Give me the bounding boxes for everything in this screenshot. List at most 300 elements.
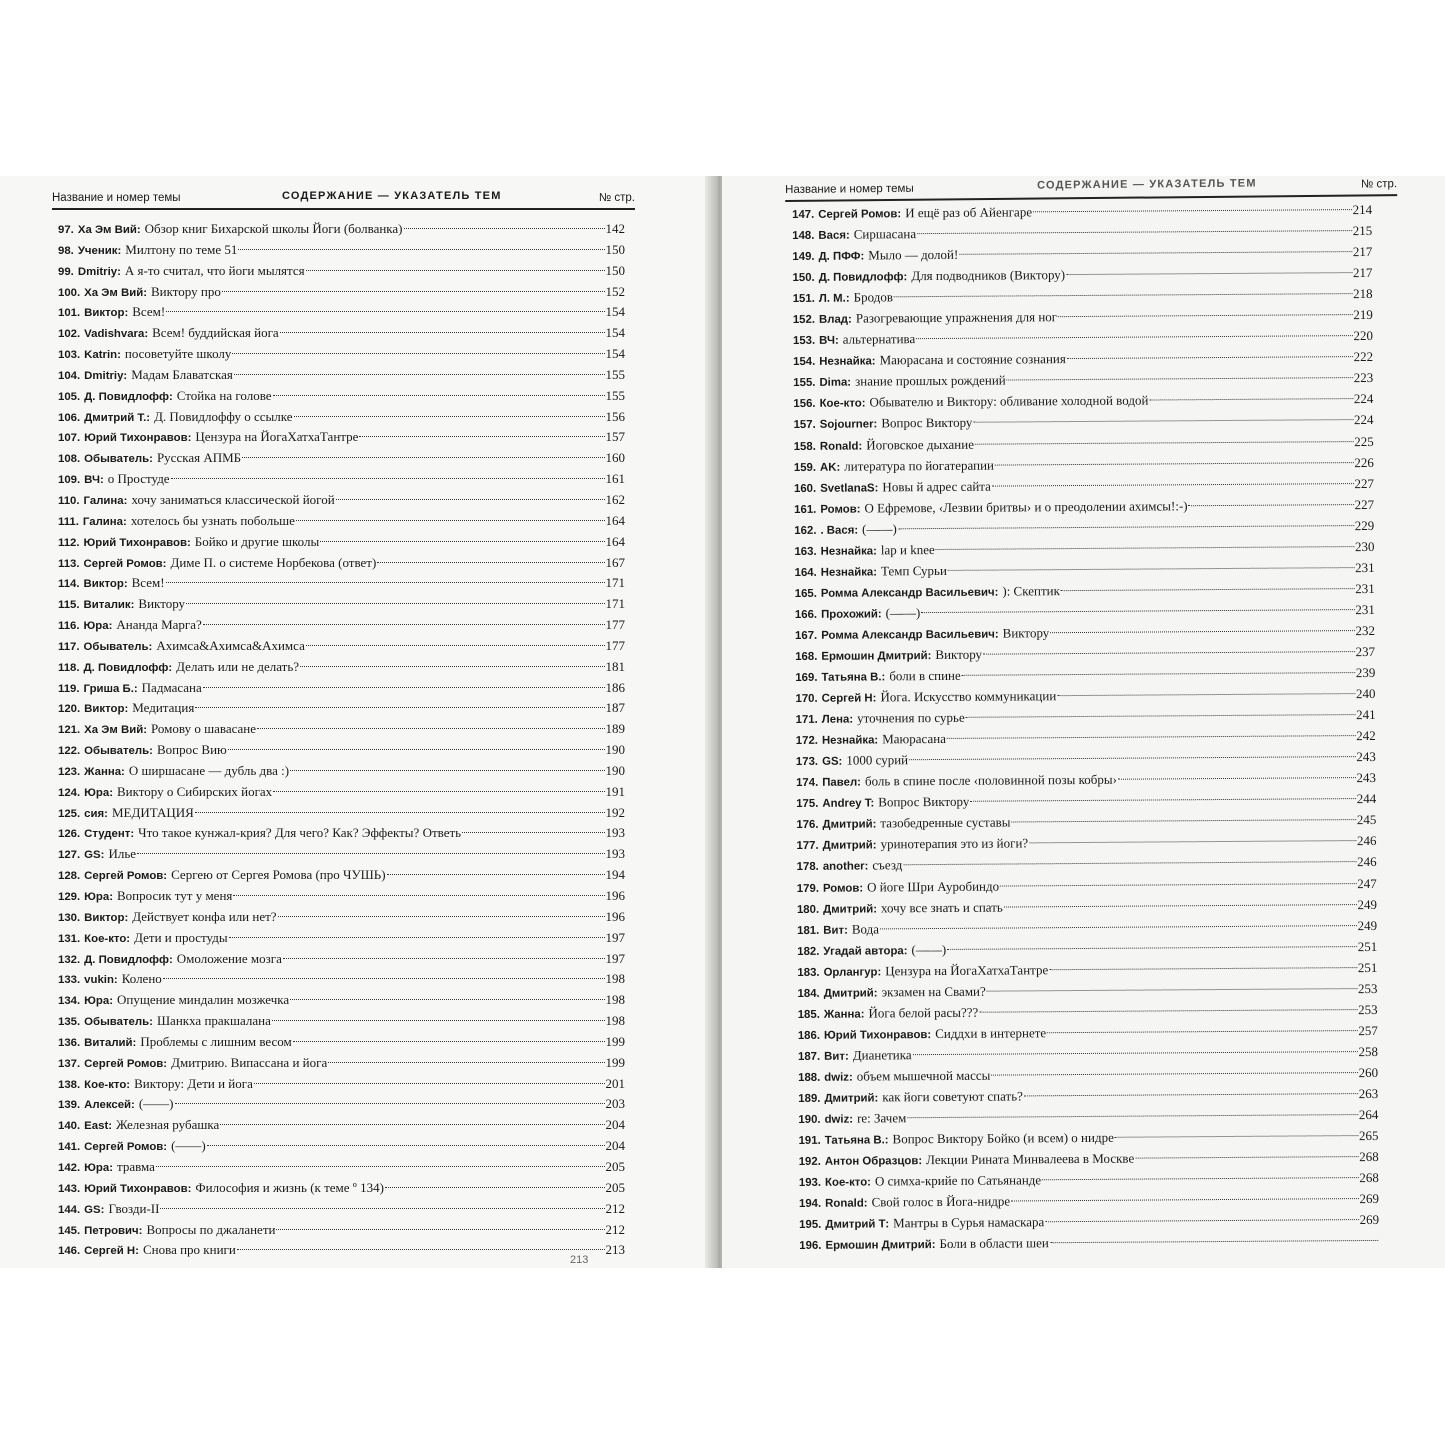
- entry-number: 153.: [792, 335, 816, 348]
- entry-page-number: 198: [605, 971, 625, 987]
- entry-leader-dots: [290, 770, 604, 771]
- entry-number: 97.: [58, 224, 74, 236]
- entry-leader-dots: [916, 335, 1352, 339]
- toc-entry: [58, 532, 625, 553]
- entry-page-number: 190: [605, 762, 625, 778]
- entry-leader-dots: [983, 651, 1355, 655]
- entry-number: 141.: [58, 1141, 81, 1154]
- toc-entry: [58, 302, 625, 323]
- entry-title: уринотерапия это из йоги?: [880, 835, 1029, 852]
- entry-leader-dots: [913, 1051, 1358, 1055]
- entry-leader-dots: [979, 1009, 1357, 1013]
- entry-page-number: 264: [1358, 1106, 1379, 1123]
- entry-number: 178.: [796, 861, 819, 874]
- entry-number: 189.: [798, 1092, 821, 1105]
- entry-author: Обыватель:: [84, 1016, 153, 1029]
- entry-author: Кое-кто:: [824, 1176, 871, 1189]
- entry-author: Юрий Тихонравов:: [83, 536, 191, 549]
- entry-number: 98.: [58, 244, 74, 257]
- entry-leader-dots: [175, 1103, 605, 1104]
- entry-page-number: 171: [605, 575, 625, 591]
- entry-title: Для подводников (Виктору): [911, 267, 1066, 284]
- entry-title: (——): [911, 941, 947, 957]
- entry-page-number: 232: [1355, 622, 1376, 639]
- entry-leader-dots: [404, 228, 605, 229]
- entry-leader-dots: [975, 441, 1353, 445]
- entry-author: Незнайка:: [819, 355, 876, 369]
- entry-page-number: 204: [605, 1138, 625, 1154]
- entry-number: 158.: [793, 440, 816, 453]
- entry-title: О Ефремове, ‹Лезвии бритвы› и о преодолении ахимсы!:-): [864, 497, 1188, 516]
- entry-author: Sojourner:: [819, 418, 878, 432]
- entry-author: ВЧ:: [819, 334, 839, 348]
- entry-leader-dots: [992, 483, 1354, 487]
- entry-number: 123.: [58, 765, 81, 778]
- entry-title: Милтону по теме 51: [125, 241, 238, 257]
- entry-leader-dots: [296, 520, 605, 521]
- entry-title: знание прошлых рождений: [855, 372, 1006, 389]
- entry-leader-dots: [171, 478, 605, 479]
- entry-title: Виктору о Сибирских йогах: [117, 783, 273, 799]
- entry-number: 112.: [58, 536, 80, 549]
- entry-title: Дмитрию. Випассана и йога: [171, 1054, 328, 1070]
- entry-leader-dots: [970, 798, 1355, 802]
- entry-title: Гвозди-II: [108, 1200, 160, 1216]
- entry-number: 157.: [793, 419, 816, 432]
- entry-number: 187.: [797, 1050, 821, 1063]
- entry-page-number: 205: [605, 1179, 625, 1195]
- entry-title: Вопрос Виктору Бойко (и всем) о нидре: [892, 1129, 1114, 1147]
- entry-page-number: 229: [1354, 517, 1375, 533]
- entry-page-number: 227: [1354, 496, 1375, 512]
- entry-leader-dots: [166, 311, 604, 312]
- entry-author: East:: [84, 1120, 113, 1133]
- entry-page-number: 220: [1353, 328, 1373, 344]
- entry-title: Илье: [108, 846, 137, 862]
- entry-number: 154.: [793, 356, 816, 369]
- entry-title: Действует конфа или нет?: [132, 908, 277, 924]
- entry-number: 168.: [795, 650, 818, 663]
- toc-entry: [58, 782, 625, 803]
- header-page-column: № стр.: [598, 192, 635, 204]
- entry-page-number: 269: [1359, 1191, 1380, 1207]
- entry-leader-dots: [973, 420, 1353, 424]
- entry-leader-dots: [156, 1166, 605, 1167]
- toc-entry: [58, 1178, 625, 1199]
- toc-entry: [58, 469, 625, 490]
- entry-title: Виктору про: [151, 283, 221, 299]
- entry-number: 142.: [58, 1161, 81, 1174]
- entry-author: Ronald:: [825, 1197, 868, 1210]
- entry-author: Юрий Тихонравов:: [84, 1182, 192, 1195]
- entry-leader-dots: [195, 812, 605, 813]
- entry-page-number: 247: [1357, 875, 1377, 891]
- entry-author: Ромма Александр Васильевич:: [820, 586, 999, 600]
- entry-title: Всем! буддийская йога: [152, 325, 279, 341]
- entry-title: lap и knee: [880, 541, 935, 558]
- entry-title: Мыло — долой!: [868, 246, 959, 263]
- entry-leader-dots: [894, 293, 1352, 297]
- entry-leader-dots: [966, 714, 1355, 718]
- toc-entry: [58, 698, 625, 719]
- entry-title: боль в спине после ‹половинной позы кобры›: [864, 772, 1117, 789]
- entry-page-number: 245: [1356, 812, 1377, 828]
- entry-leader-dots: [921, 609, 1354, 613]
- book-spread: [0, 176, 1445, 1268]
- entry-author: Виктор:: [84, 307, 129, 320]
- entry-author: Незнайка:: [821, 734, 879, 747]
- entry-leader-dots: [1050, 1240, 1378, 1243]
- entry-page-number: 225: [1354, 433, 1374, 449]
- header-running-title: СОДЕРЖАНИЕ — УКАЗАТЕЛЬ ТЕМ: [1037, 177, 1257, 192]
- entry-author: Д. Повидлофф:: [83, 661, 173, 674]
- entry-title: (——): [862, 520, 897, 537]
- entry-author: Сергей Ромов:: [84, 870, 168, 883]
- entry-title: Виктору: [138, 596, 186, 612]
- entry-page-number: 227: [1354, 475, 1375, 491]
- entry-number: 107.: [58, 432, 81, 445]
- entry-title: О йоге Шри Ауробиндо: [867, 878, 1000, 894]
- toc-entry: [58, 615, 625, 636]
- entry-number: 144.: [58, 1203, 81, 1216]
- entry-author: Виктор:: [83, 578, 128, 591]
- entry-page-number: 251: [1357, 938, 1378, 954]
- entry-number: 186.: [797, 1029, 821, 1042]
- entry-page-number: 177: [605, 617, 625, 633]
- entry-number: 160.: [793, 482, 817, 495]
- entry-author: Дмитрий Т:: [825, 1218, 890, 1232]
- entry-author: Обыватель:: [83, 640, 153, 653]
- entry-leader-dots: [1058, 314, 1352, 317]
- entry-number: 159.: [793, 461, 817, 474]
- entry-title: Ананда Марга?: [116, 617, 202, 633]
- entry-page-number: 243: [1356, 770, 1377, 786]
- entry-number: 101.: [58, 307, 81, 320]
- entry-page-number: 268: [1359, 1170, 1379, 1186]
- entry-title: альтернатива: [842, 331, 916, 347]
- entry-number: 138.: [58, 1078, 81, 1091]
- entry-author: Вася:: [818, 229, 850, 242]
- entry-leader-dots: [898, 525, 1354, 529]
- toc-entry: [58, 282, 625, 303]
- entry-author: Антон Образцов:: [824, 1155, 923, 1168]
- entry-leader-dots: [166, 582, 605, 583]
- entry-author: Петрович:: [84, 1224, 143, 1237]
- entry-number: 152.: [792, 314, 816, 327]
- entry-leader-dots: [290, 999, 604, 1000]
- entry-page-number: 192: [605, 804, 625, 820]
- entry-leader-dots: [1061, 588, 1354, 591]
- left-toc-list: [58, 219, 625, 1261]
- entry-author: Кое-кто:: [84, 932, 131, 945]
- entry-number: 137.: [58, 1057, 81, 1070]
- entry-leader-dots: [273, 791, 604, 792]
- entry-page-number: 249: [1357, 917, 1378, 933]
- toc-entry: [58, 386, 625, 407]
- right-page-header: [785, 170, 1397, 202]
- entry-page-number: 196: [605, 888, 625, 903]
- entry-title: Вопрос Вию: [156, 742, 227, 758]
- toc-entry: [58, 1053, 625, 1074]
- entry-leader-dots: [359, 436, 604, 437]
- entry-page-number: 253: [1357, 980, 1378, 996]
- entry-page-number: 240: [1355, 686, 1376, 702]
- entry-leader-dots: [186, 603, 604, 604]
- entry-author: Лена:: [821, 713, 854, 726]
- entry-leader-dots: [228, 749, 605, 750]
- entry-number: 136.: [58, 1036, 81, 1049]
- entry-leader-dots: [962, 672, 1355, 676]
- entry-title: О симха-крийе по Сатьянанде: [874, 1172, 1042, 1189]
- right-toc-list: [792, 199, 1379, 1255]
- entry-leader-dots: [909, 756, 1355, 760]
- entry-leader-dots: [195, 707, 604, 708]
- entry-page-number: 269: [1359, 1212, 1380, 1228]
- entry-leader-dots: [137, 853, 604, 854]
- toc-entry: [58, 323, 625, 344]
- entry-title: экзамен на Свами?: [881, 983, 986, 1000]
- entry-number: 165.: [794, 587, 817, 600]
- entry-page-number: 265: [1358, 1127, 1379, 1144]
- entry-author: GS:: [822, 755, 843, 769]
- entry-author: Dmitriy:: [84, 369, 128, 382]
- entry-number: 104.: [58, 369, 81, 382]
- toc-entry: [58, 969, 625, 990]
- entry-page-number: 154: [605, 304, 625, 320]
- entry-page-number: 224: [1353, 391, 1374, 407]
- toc-entry: [58, 865, 625, 886]
- entry-leader-dots: [232, 353, 604, 354]
- entry-leader-dots: [948, 567, 1354, 571]
- entry-title: как йоги советуют спать?: [882, 1088, 1023, 1105]
- entry-page-number: 186: [605, 679, 625, 695]
- entry-leader-dots: [1050, 630, 1354, 633]
- entry-author: Юра:: [84, 1161, 114, 1174]
- entry-number: 115.: [58, 599, 80, 612]
- entry-leader-dots: [1135, 1156, 1358, 1159]
- entry-title: Падмасана: [141, 679, 202, 695]
- toc-entry: [58, 407, 625, 428]
- entry-number: 116.: [58, 620, 80, 633]
- header-column-title: Название и номер темы: [785, 182, 914, 196]
- toc-entry: [58, 490, 625, 511]
- entry-author: Дмитрий:: [823, 902, 878, 916]
- entry-leader-dots: [280, 332, 605, 333]
- entry-page-number: 156: [605, 408, 625, 424]
- entry-page-number: 193: [605, 825, 625, 841]
- entry-title: о Простуде: [107, 471, 170, 487]
- toc-entry: [58, 1220, 625, 1241]
- entry-page-number: 205: [605, 1158, 625, 1174]
- entry-page-number: 218: [1353, 286, 1373, 302]
- entry-author: Сергей Ромов:: [84, 1141, 168, 1154]
- entry-title: хочу заниматься классической йогой: [131, 491, 335, 507]
- entry-page-number: 189: [605, 721, 625, 737]
- entry-page-number: 260: [1358, 1064, 1379, 1080]
- entry-number: 185.: [797, 1008, 820, 1021]
- entry-number: 173.: [795, 756, 819, 769]
- entry-number: 117.: [58, 640, 80, 653]
- toc-entry: [58, 365, 625, 386]
- entry-number: 191.: [798, 1134, 821, 1148]
- entry-title: Виктору: Дети и йога: [134, 1075, 253, 1091]
- entry-number: 133.: [58, 974, 81, 987]
- entry-author: Дмитрий:: [822, 839, 877, 853]
- entry-leader-dots: [1007, 377, 1353, 380]
- entry-author: Ромма Александр Васильевич:: [821, 628, 999, 642]
- toc-entry: [58, 1074, 625, 1095]
- entry-number: 174.: [796, 777, 819, 790]
- entry-page-number: 201: [605, 1075, 625, 1091]
- toc-entry: [58, 844, 625, 865]
- entry-title: Вопрос Виктору: [878, 794, 970, 810]
- entry-author: Галина:: [83, 494, 128, 507]
- entry-author: Незнайка:: [820, 545, 877, 558]
- entry-page-number: 181: [605, 658, 625, 674]
- entry-leader-dots: [203, 624, 605, 625]
- toc-entry: [58, 1199, 625, 1220]
- entry-title: Свой голос в Йога-нидре: [871, 1193, 1011, 1210]
- entry-leader-dots: [995, 462, 1353, 466]
- entry-leader-dots: [163, 978, 605, 979]
- entry-page-number: 239: [1355, 664, 1376, 681]
- entry-title: Д. Повидлоффу о ссылке: [154, 408, 293, 424]
- entry-leader-dots: [207, 1145, 605, 1146]
- entry-number: 188.: [798, 1071, 821, 1084]
- entry-author: Обыватель:: [84, 453, 153, 466]
- entry-title: Колено: [121, 971, 162, 987]
- entry-author: Ха Эм Вий:: [77, 224, 141, 236]
- entry-author: Юра:: [84, 786, 114, 799]
- entry-leader-dots: [234, 374, 605, 375]
- entry-author: Ученик:: [77, 244, 122, 257]
- entry-title: Шанкха пракшалана: [156, 1013, 271, 1029]
- entry-leader-dots: [283, 958, 605, 959]
- entry-title: объем мышечной массы: [856, 1067, 991, 1084]
- entry-leader-dots: [385, 1187, 605, 1188]
- entry-number: 177.: [796, 840, 819, 853]
- entry-number: 148.: [792, 229, 815, 243]
- entry-page-number: 217: [1352, 244, 1373, 260]
- entry-title: Сиддхи в интернете: [935, 1025, 1047, 1041]
- header-running-title: СОДЕРЖАНИЕ — УКАЗАТЕЛЬ ТЕМ: [282, 190, 502, 202]
- entry-author: Dima:: [819, 376, 852, 390]
- entry-title: 1000 сурий: [846, 752, 909, 768]
- entry-author: vukin:: [84, 974, 118, 987]
- entry-number: 196.: [799, 1240, 822, 1253]
- toc-entry: [58, 427, 625, 448]
- entry-author: SvetlanaS:: [820, 482, 879, 495]
- toc-entry: [58, 1240, 625, 1261]
- entry-author: dwiz:: [824, 1113, 854, 1126]
- entry-number: 175.: [796, 798, 819, 811]
- entry-page-number: 164: [605, 512, 625, 528]
- left-page: [0, 176, 712, 1268]
- entry-author: Katrin:: [84, 349, 121, 362]
- entry-author: GS:: [84, 1203, 105, 1216]
- entry-author: Юра:: [84, 995, 114, 1008]
- entry-page-number: 187: [605, 700, 625, 716]
- entry-leader-dots: [907, 1114, 1358, 1118]
- toc-entry: [58, 594, 625, 615]
- entry-author: Andrey T:: [822, 797, 875, 811]
- entry-title: Опущение миндалин мозжечка: [117, 992, 290, 1008]
- toc-entry: [58, 990, 625, 1011]
- entry-leader-dots: [238, 249, 604, 250]
- entry-number: 131.: [58, 932, 81, 945]
- entry-number: 134.: [58, 995, 81, 1008]
- entry-leader-dots: [306, 645, 605, 646]
- entry-page-number: 226: [1354, 454, 1374, 470]
- entry-number: 135.: [58, 1016, 81, 1029]
- entry-title: Дианетика: [852, 1047, 912, 1063]
- entry-title: ): Скептик: [1002, 582, 1060, 599]
- entry-page-number: 194: [605, 867, 625, 883]
- entry-author: Сергей Н:: [821, 692, 877, 705]
- entry-page-number: 249: [1357, 896, 1377, 912]
- entry-leader-dots: [242, 457, 604, 458]
- entry-number: 184.: [797, 987, 820, 1000]
- entry-leader-dots: [1000, 883, 1356, 886]
- entry-author: Кое-кто:: [819, 397, 866, 411]
- entry-number: 167.: [794, 629, 818, 642]
- entry-title: Лекции Рината Минвалеева в Москве: [926, 1150, 1135, 1168]
- entry-leader-dots: [300, 666, 604, 667]
- left-page-footer: 213: [570, 1254, 589, 1266]
- entry-author: Сергей Ромов:: [84, 1057, 168, 1070]
- entry-leader-dots: [1057, 693, 1355, 696]
- entry-number: 124.: [58, 786, 81, 799]
- entry-number: 130.: [58, 911, 81, 924]
- entry-leader-dots: [237, 1249, 605, 1250]
- entry-page-number: 155: [605, 366, 625, 382]
- entry-number: 183.: [797, 966, 820, 979]
- entry-leader-dots: [222, 291, 605, 292]
- entry-leader-dots: [959, 251, 1352, 255]
- entry-page-number: 217: [1352, 265, 1373, 281]
- entry-title: Мантры в Сурья намаскара: [893, 1214, 1045, 1231]
- entry-author: Dmitriy:: [77, 265, 121, 278]
- entry-author: Ермошин Дмитрий:: [825, 1239, 936, 1253]
- entry-number: 169.: [795, 671, 818, 685]
- toc-entry: [58, 636, 625, 657]
- entry-number: 125.: [58, 807, 81, 820]
- entry-author: сия:: [84, 807, 108, 820]
- entry-author: another:: [822, 860, 869, 874]
- entry-number: 105.: [58, 390, 81, 403]
- entry-author: Павел:: [822, 776, 862, 790]
- entry-page-number: 215: [1352, 222, 1373, 239]
- entry-page-number: 223: [1353, 370, 1374, 386]
- entry-title: Железная рубашка: [116, 1117, 220, 1133]
- right-page: [722, 176, 1445, 1268]
- entry-number: 182.: [797, 945, 820, 958]
- entry-number: 120.: [58, 703, 81, 716]
- entry-author: Дмитрий:: [824, 1092, 879, 1105]
- entry-leader-dots: [1115, 1135, 1358, 1138]
- entry-number: 161.: [794, 503, 817, 516]
- entry-number: 180.: [796, 903, 820, 916]
- entry-page-number: 231: [1355, 580, 1375, 596]
- entry-number: 119.: [58, 682, 80, 695]
- entry-author: . Вася:: [820, 524, 859, 537]
- entry-page-number: 198: [605, 992, 625, 1008]
- entry-title: литература по йогатерапии: [844, 457, 995, 474]
- toc-entry: [58, 1011, 625, 1032]
- entry-leader-dots: [1029, 840, 1356, 843]
- entry-title: Вопросик тут у меня: [117, 888, 233, 903]
- entry-page-number: 150: [605, 262, 625, 278]
